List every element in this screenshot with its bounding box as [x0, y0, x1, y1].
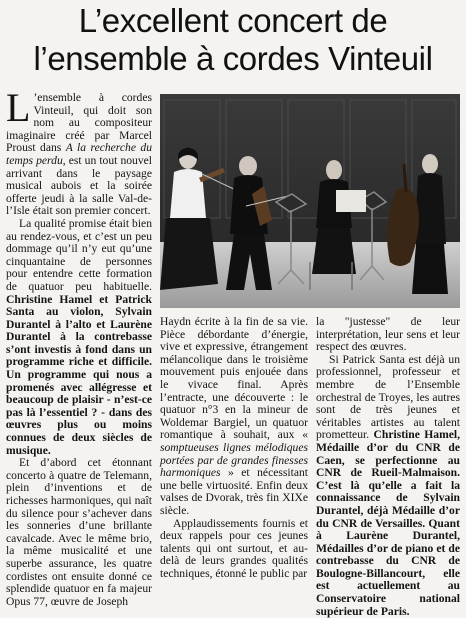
book-title: A la recherche du temps perdu — [6, 141, 152, 167]
text-run: ’ensemble à cordes Vinteuil, qui doit son nom au compositeur imaginaire créé par Marcel Proust dans — [6, 91, 152, 155]
article-column-3 — [316, 316, 460, 618]
paragraph-justesse — [316, 316, 460, 354]
text-run: la "justesse" de leur interprétation, leur sens et leur respect des œuvres. — [316, 315, 460, 354]
bold-text: Christine Hamel, Médaille d’or du CNR de Caen, se perfectionne au CNR de Rueil-Malmaison. C’est là qu’elle a fait la connaissance de Sylvain Durantel, déjà Médaille d’or du CNR de Versailles. Quant à Laurène Durantel, Médailles d’or de piano et de contrebasse du CNR de Boulogne-Billancourt, elle est actuellement au Conservatoire national supérieur de Paris. — [316, 428, 460, 618]
text-run: La qualité promise était bien au rendez-vous, et c’est un peu dommage qu’il n’y eut qu’une cinquantaine de personnes pour entendre cette formation de quatuor peu habituelle. — [6, 216, 152, 293]
paragraph-musicians — [316, 354, 460, 618]
quotation: somptueuses lignes mélodiques portées par de grandes finesses harmoniques — [160, 440, 308, 480]
paragraph-applause — [160, 518, 308, 581]
text-run: Haydn écrite à la fin de sa vie. Pièce débordante d’énergie, vive et expressive, étrangement mélancolique dans le troisième mouvement puis enjouée dans le vivace final. Après l’entracte, une découverte : le quatuor n°3 en la mineur de Woldemar Bargiel, un quatuor romantique à souhait, aux « — [160, 315, 308, 442]
text-run: , est un tout nouvel arrivant dans le paysage musical aubois et la soirée offerte jeudi à la salle Val-de-l’Isle était son premier concert. — [6, 153, 152, 218]
article-column-1 — [6, 85, 152, 608]
drop-cap: L — [6, 85, 31, 130]
headline-line-1: L’excellent concert de — [78, 2, 388, 39]
paragraph-quality — [6, 218, 152, 457]
string-quartet-photo-icon — [160, 94, 460, 308]
paragraph-intro — [6, 85, 152, 218]
article-column-2 — [160, 316, 308, 580]
text-run: » et nécessitant une belle virtuosité. Enfin deux valses de Dvorak, très fin XIXe siècle. — [160, 466, 308, 517]
text-run: Si Patrick Santa est déjà un professionnel, professeur et membre de l’Ensemble orchestral de Troyes, les autres sont de très jeunes et véritables artistes au talent prometteur. — [316, 352, 460, 442]
text-run: Et d’abord cet étonnant concerto à quatre de Telemann, plein d’inventions et de richesses harmoniques, qui naît du silence pour s’achever dans les sonneries d’une brillante cavalcade. Avec le même brio, la même musicalité et une superbe assurance, les quatre cordistes ont ensuite donné ce splendide quatuor en fa majeur Opus 77, œuvre de Joseph — [6, 456, 152, 608]
headline-line-2: l’ensemble à cordes Vinteuil — [33, 40, 433, 77]
bold-text: Christine Hamel et Patrick Santa au violon, Sylvain Durantel à l’alto et Laurène Durantel à la contrebasse s’ont investis à fond dans un programme riche et difficile. Un programme qui nous a promenés avec allégresse et beaucoup de plaisir - n’est-ce pas là l’essentiel ? - dans des œuvres plus ou moins connues de deux siècles de musique. — [6, 292, 152, 457]
headline — [0, 2, 466, 78]
paragraph-telemann — [6, 457, 152, 608]
text-run: Applaudissements fournis et deux rappels pour ces jeunes talents qui ont surtout, et au-delà de leurs grandes qualités techniques, étonné le public par — [160, 516, 308, 580]
paragraph-haydn — [160, 316, 308, 518]
